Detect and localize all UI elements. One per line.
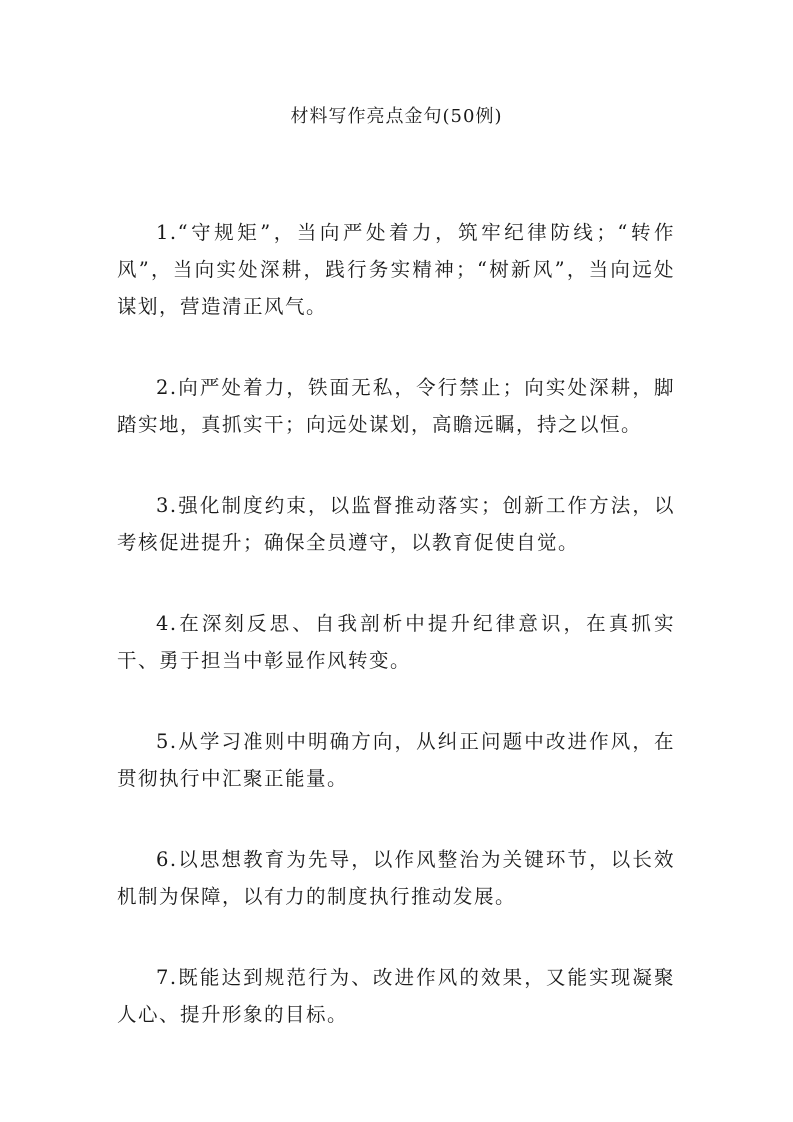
paragraph-1: 1.“守规矩”，当向严处着力，筑牢纪律防线；“转作风”，当向实处深耕，践行务实精神；“树新风”，当向远处谋划，营造清正风气。 — [117, 221, 675, 318]
paragraph-6: 6.以思想教育为先导，以作风整治为关键环节，以长效机制为保障，以有力的制度执行推动发展。 — [117, 848, 675, 908]
paragraph-2: 2.向严处着力，铁面无私，令行禁止；向实处深耕，脚踏实地，真抓实干；向远处谋划，高瞻远瞩，持之以恒。 — [117, 376, 675, 436]
paragraph-7: 7.既能达到规范行为、改进作风的效果，又能实现凝聚人心、提升形象的目标。 — [117, 966, 675, 1026]
paragraph-3: 3.强化制度约束，以监督推动落实；创新工作方法，以考核促进提升；确保全员遵守，以教育促使自觉。 — [117, 494, 675, 554]
paragraph-4: 4.在深刻反思、自我剖析中提升纪律意识，在真抓实干、勇于担当中彰显作风转变。 — [117, 612, 675, 672]
paragraph-5: 5.从学习准则中明确方向，从纠正问题中改进作风，在贯彻执行中汇聚正能量。 — [117, 730, 675, 790]
document-title: 材料写作亮点金句(50例) — [290, 106, 503, 127]
document-body — [117, 214, 675, 1077]
